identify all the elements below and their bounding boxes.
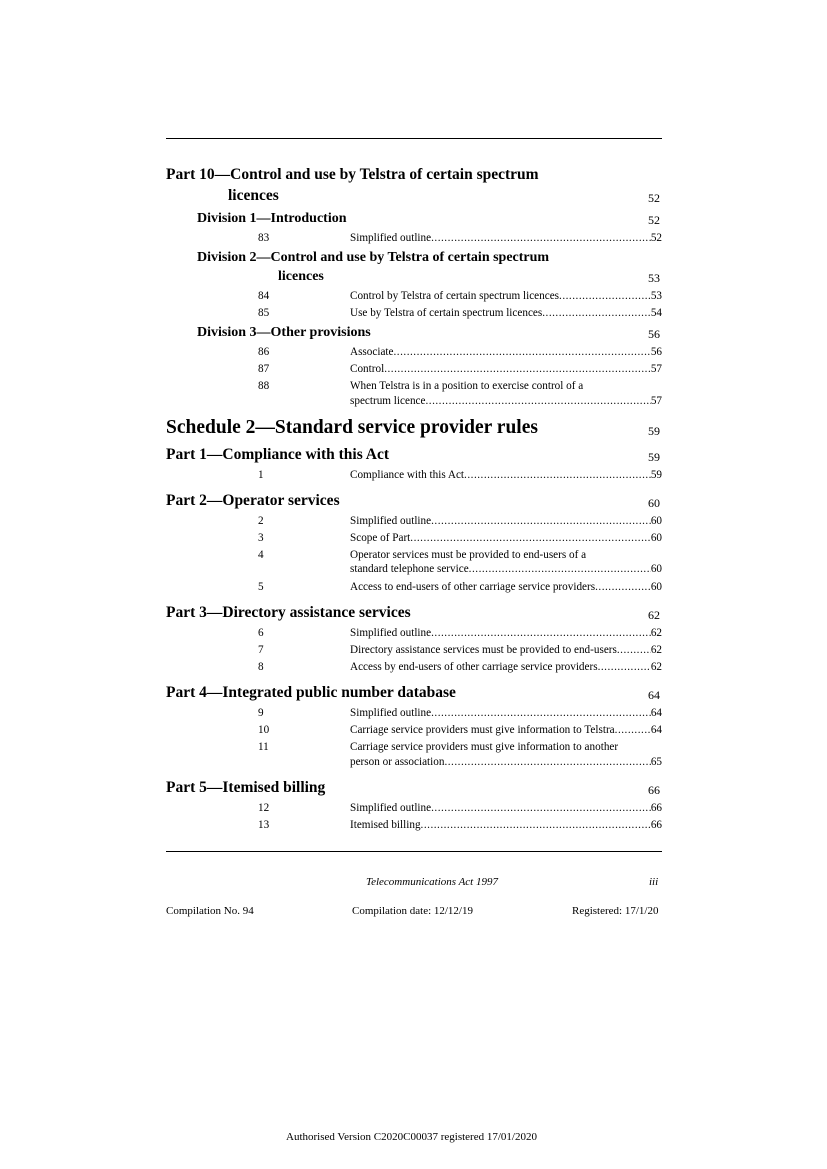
dot-leader [542,306,651,321]
toc-entry [166,626,662,641]
toc-entry-title: standard telephone service [350,563,469,576]
toc-entry-number: 7 [258,643,264,656]
toc-entry-title: Itemised billing [350,818,421,831]
heading-title-line: Division 3—Other provisions [197,325,371,341]
toc-page-number: 57 [650,362,662,375]
heading-title-line: Part 5—Itemised billing [166,779,326,797]
toc-entry [166,379,662,408]
toc-part-heading [166,490,662,511]
toc-entry-title: Simplified outline [350,514,432,527]
toc-page-number: 52 [648,213,660,227]
toc-page-number: 56 [648,327,660,342]
toc-entry-number: 10 [258,724,270,736]
toc-page-number: 56 [650,345,662,358]
toc-page-number: 65 [650,755,662,768]
toc-page-number: 66 [650,801,662,814]
toc-entry-title: Operator services must be provided to end-users of a [350,548,587,561]
heading-title-line: Division 2—Control and use by Telstra of certain spectrum [197,250,550,266]
toc-entry-number: 88 [258,380,270,393]
toc-entry-number: 84 [258,289,270,302]
toc-page-number: 62 [650,643,662,656]
toc-entry [166,580,662,595]
toc-entry-number: 12 [258,801,270,814]
toc-entry-number: 13 [258,818,270,831]
toc-entry-title: Control [350,362,385,375]
toc-entry-title: Compliance with this Act [350,468,465,481]
toc-entry-title: Carriage service providers must give information to Telstra [350,724,615,736]
toc-entry-number: 86 [258,345,270,358]
toc-entry-number: 87 [258,362,270,375]
toc-entry-title: Simplified outline [350,706,432,719]
dot-leader [464,468,651,483]
top-rule [166,138,662,139]
toc-entry-title: Scope of Part [350,531,411,544]
toc-page-number: 57 [650,394,662,407]
footer-act-title: Telecommunications Act 1997 [366,876,498,888]
toc-entry [166,801,662,816]
toc-entry-title: When Telstra is in a position to exercise control of a [350,380,584,393]
toc-division-heading [166,209,662,228]
toc-entry-title: Directory assistance services must be provided to end-users [350,643,617,656]
toc-page-number: 60 [650,563,662,576]
dot-leader [431,626,651,641]
toc-schedule-heading [166,416,662,440]
heading-title-line: Part 10—Control and use by Telstra of certain spectrum [166,166,539,183]
table-of-contents [166,160,662,832]
toc-entry-number: 85 [258,306,270,319]
heading-title-line: licences [228,187,279,204]
heading-title-line: Part 2—Operator services [166,492,340,510]
heading-title-line: Part 3—Directory assistance services [166,604,411,622]
dot-leader [421,818,651,833]
toc-page-number: 66 [650,818,662,831]
toc-page-number: 60 [648,496,660,511]
toc-page-number: 62 [648,608,660,623]
toc-entry-title: Simplified outline [350,626,432,639]
footer-registered: Registered: 17/1/20 [572,905,659,917]
heading-title-line: Division 1—Introduction [197,211,347,226]
dot-leader [559,289,651,304]
toc-entry-title: Access to end-users of other carriage service providers [350,580,596,593]
toc-entry-number: 6 [258,626,264,639]
dot-leader [615,723,651,738]
toc-entry-number: 3 [258,531,264,544]
toc-entry-title: Simplified outline [350,801,432,814]
toc-entry-title: person or association [350,755,445,768]
toc-entry-title: Access by end-users of other carriage service providers [350,660,598,673]
toc-entry-number: 4 [258,548,264,561]
toc-page-number: 52 [650,231,662,244]
toc-page-number: 64 [650,706,662,719]
toc-entry-title: Carriage service providers must give information to another [350,741,619,754]
toc-page-number: 59 [648,424,660,439]
heading-title-line: licences [278,269,324,285]
toc-entry-number: 9 [258,706,264,719]
dot-leader [394,345,651,360]
dot-leader [384,362,651,377]
toc-page-number: 52 [648,191,660,205]
toc-page-number: 66 [648,783,660,798]
toc-page-number: 62 [650,660,662,673]
toc-page-number: 59 [650,468,662,481]
toc-entry [166,660,662,675]
dot-leader [431,231,651,246]
toc-entry-title: Associate [350,345,394,358]
toc-part-heading [166,164,662,206]
authorised-version: Authorised Version C2020C00037 registered 17/01/2020 [286,1131,537,1143]
toc-entry [166,723,662,738]
toc-page-number: 62 [650,626,662,639]
toc-entry-number: 2 [258,514,264,527]
toc-page-number: 53 [648,271,660,286]
toc-entry [166,514,662,529]
bottom-rule [166,851,662,852]
dot-leader [410,531,651,546]
toc-division-heading [166,323,662,342]
toc-entry [166,818,662,833]
toc-entry-number: 8 [258,660,264,673]
toc-entry [166,531,662,546]
toc-entry-number: 83 [258,231,270,244]
dot-leader [431,706,651,721]
toc-entry-number: 1 [258,468,264,481]
toc-division-heading [166,248,662,286]
toc-part-heading [166,777,662,798]
dot-leader [431,514,651,529]
toc-part-heading [166,602,662,623]
toc-entry [166,468,662,483]
heading-title-line: Part 1—Compliance with this Act [166,446,390,464]
dot-leader [617,643,651,658]
heading-title-line: Part 4—Integrated public number database [166,684,456,702]
dot-leader [431,801,651,816]
toc-page-number: 60 [650,531,662,544]
toc-entry-title: spectrum licence [350,394,426,407]
dot-leader [469,562,651,577]
toc-entry [166,740,662,769]
dot-leader [425,394,650,409]
footer-compilation-no: Compilation No. 94 [166,905,254,917]
toc-entry [166,548,662,577]
toc-page-number: 64 [648,688,660,703]
toc-page-number: 59 [648,450,660,465]
toc-entry [166,231,662,246]
toc-page-number: 60 [650,514,662,527]
toc-entry-number: 5 [258,580,264,593]
toc-entry [166,289,662,304]
toc-entry [166,306,662,321]
heading-title-line: Schedule 2—Standard service provider rules [166,417,538,439]
toc-page-number: 54 [650,306,662,319]
dot-leader [598,660,651,675]
footer-page-number: iii [649,876,659,888]
toc-entry-title: Simplified outline [350,231,432,244]
toc-part-heading [166,682,662,703]
toc-entry-number: 11 [258,741,269,754]
toc-entry [166,706,662,721]
toc-page-number: 53 [650,289,662,302]
footer-compilation-date: Compilation date: 12/12/19 [352,905,473,917]
toc-part-heading [166,444,662,465]
toc-page-number: 60 [650,580,662,593]
dot-leader [444,755,650,770]
dot-leader [595,580,651,595]
toc-entry-title: Control by Telstra of certain spectrum licences [350,289,560,302]
toc-page-number: 64 [650,724,662,736]
toc-entry-title: Use by Telstra of certain spectrum licences [350,306,543,319]
toc-entry [166,362,662,377]
toc-entry [166,345,662,360]
toc-entry [166,643,662,658]
